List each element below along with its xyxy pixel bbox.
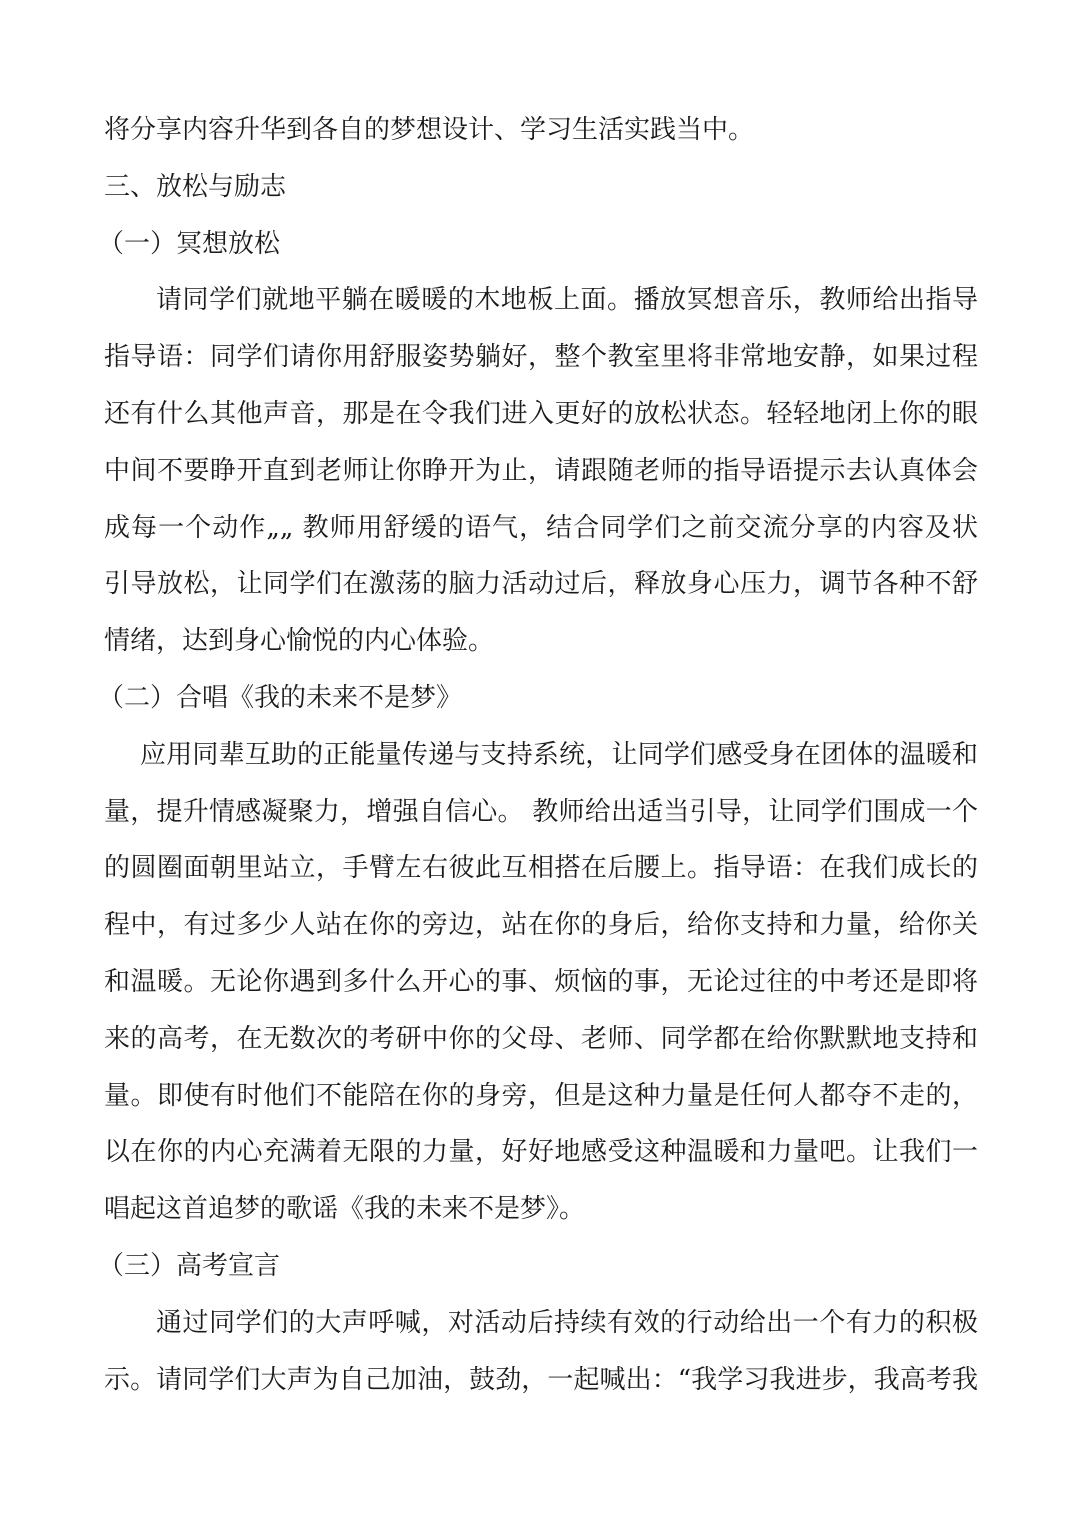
paragraph-line: 通过同学们的大声呼喊，对活动后持续有效的行动给出一个有力的积极: [156, 1307, 978, 1338]
paragraph-line: 的圆圈面朝里站立，手臂左右彼此互相搭在后腰上。指导语：在我们成长的: [104, 853, 978, 884]
paragraph-line: 将分享内容升华到各自的梦想设计、学习生活实践当中。: [104, 115, 755, 145]
paragraph-line: 唱起这首追梦的歌谣《我的未来不是梦》。: [104, 1194, 586, 1225]
paragraph-line: 指导语：同学们请你用舒服姿势躺好，整个教室里将非常地安静，如果过程: [104, 342, 978, 373]
paragraph-line: 应用同辈互助的正能量传递与支持系统，让同学们感受身在团体的温暖和: [140, 739, 978, 770]
paragraph-line: 请同学们就地平躺在暖暖的木地板上面。播放冥想音乐，教师给出指导: [156, 285, 978, 316]
section-heading: 三、放松与励志: [104, 171, 287, 202]
subsection-heading: （三）高考宣言: [98, 1250, 281, 1281]
paragraph-line: 情绪，达到身心愉悦的内心体验。: [104, 626, 495, 657]
subsection-heading: （一）冥想放松: [98, 228, 281, 259]
paragraph-line: 示。请同学们大声为自己加油，鼓劲，一起喊出：“我学习我进步，我高考我: [104, 1364, 978, 1395]
paragraph-line: 来的高考，在无数次的考研中你的父母、老师、同学都在给你默默地支持和: [104, 1023, 978, 1054]
paragraph-line: 程中，有过多少人站在你的旁边，站在你的身后，给你支持和力量，给你关: [104, 910, 978, 941]
document-page: [98, 102, 978, 1408]
paragraph-line: 量，提升情感凝聚力，增强自信心。 教师给出适当引导，让同学们围成一个: [104, 796, 978, 827]
paragraph-line: 和温暖。无论你遇到多什么开心的事、烦恼的事，无论过往的中考还是即将: [104, 966, 978, 997]
paragraph-line: 量。即使有时他们不能陪在你的身旁，但是这种力量是任何人都夺不走的，: [104, 1080, 978, 1111]
paragraph-line: 还有什么其他声音，那是在令我们进入更好的放松状态。轻轻地闭上你的眼: [104, 398, 978, 429]
paragraph-line: 中间不要睁开直到老师让你睁开为止，请跟随老师的指导语提示去认真体会: [104, 455, 978, 486]
paragraph-line: 成每一个动作„„ 教师用舒缓的语气，结合同学们之前交流分享的内容及状: [104, 512, 978, 543]
paragraph-line: 以在你的内心充满着无限的力量，好好地感受这种温暖和力量吧。让我们一: [104, 1137, 978, 1168]
subsection-heading: （二）合唱《我的未来不是梦》: [98, 682, 463, 713]
paragraph-line: 引导放松，让同学们在激荡的脑力活动过后，释放身心压力，调节各种不舒: [104, 569, 978, 600]
